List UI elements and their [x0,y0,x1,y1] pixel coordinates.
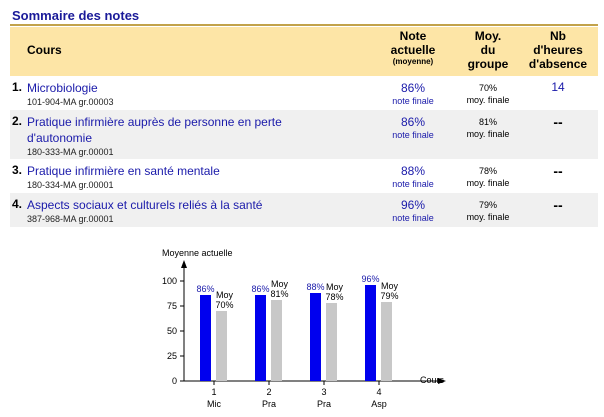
x-tick-label: 1 [211,387,217,397]
note-cell [380,163,446,190]
absence-cell [518,163,598,179]
bar-group-label: 81% [270,289,289,299]
header-note [380,29,446,67]
bar-group-label: 78% [325,292,344,302]
x-axis-label: Cours [420,375,445,385]
header-moy-line1: Moy. [474,29,502,43]
header-note-line3: (moyenne) [392,57,434,66]
bar-student-label: 96% [361,274,380,284]
header-abs-line1: Nb [550,29,566,43]
group-average-value: 81% [478,117,497,127]
y-tick-label: 0 [171,376,177,386]
absence-cell [518,80,598,94]
y-tick-label: 50 [166,326,177,336]
bar-group-label: 70% [215,300,234,310]
note-final-label: note finale [392,213,434,223]
course-link[interactable]: Pratique infirmière auprès de personne en perte d'autonomie [27,115,282,145]
y-axis-label: Moyenne actuelle [162,248,233,258]
bar-group-caption: Moy [215,290,234,300]
course-cell [27,197,327,225]
header-note-line1: Note [399,29,427,43]
header-abs-line2: d'heures [533,43,583,57]
course-code: 180-334-MA gr.00001 [27,180,114,190]
course-link[interactable]: Microbiologie [27,81,98,95]
page-title: Sommaire des notes [12,8,140,23]
note-cell [380,80,446,107]
grades-chart [140,240,460,412]
bar-student [200,295,211,381]
group-average-cell [458,199,518,223]
x-tick-sublabel: Asp [371,399,387,409]
x-tick-sublabel: Pra [316,399,332,409]
table-header [10,27,598,76]
absence-value: -- [553,114,563,130]
bar-student [255,295,266,381]
grades-table [10,27,598,227]
bar-student-label: 86% [196,284,215,294]
table-row [10,76,598,110]
table-row [10,193,598,227]
note-value[interactable]: 86% [400,115,426,129]
note-cell [380,197,446,224]
x-tick-label: 4 [376,387,382,397]
course-cell [27,163,327,191]
note-final-label: note finale [392,130,434,140]
y-axis-arrow [181,260,187,268]
bar-group [381,302,392,381]
group-average-value: 79% [478,200,497,210]
header-moy-line2: du [480,43,496,57]
course-link[interactable]: Aspects sociaux et culturels reliés à la santé [27,198,263,212]
note-value[interactable]: 86% [400,81,426,95]
bar-group-label: 79% [380,291,399,301]
header-course: Cours [27,43,62,57]
group-average-cell [458,82,518,106]
note-value[interactable]: 96% [400,198,426,212]
group-average-label: moy. finale [466,129,510,139]
bar-student [310,293,321,381]
absence-value: -- [553,197,563,213]
x-tick-label: 2 [266,387,272,397]
row-number: 4. [12,197,23,211]
row-number: 1. [12,80,23,94]
row-number: 3. [12,163,23,177]
note-value[interactable]: 88% [400,164,426,178]
group-average-value: 70% [478,83,497,93]
group-average-value: 78% [478,166,497,176]
absence-cell [518,114,598,130]
title-divider [10,24,598,26]
course-code: 101-904-MA gr.00003 [27,97,114,107]
note-final-label: note finale [392,96,434,106]
group-average-label: moy. finale [466,95,510,105]
x-tick-sublabel: Mic [207,399,221,409]
bar-group-caption: Moy [380,281,399,291]
bar-student-label: 86% [251,284,270,294]
course-cell [27,80,327,108]
note-cell [380,114,446,141]
x-tick-sublabel: Pra [261,399,277,409]
table-row [10,159,598,193]
y-tick-label: 75 [166,301,177,311]
bar-student-label: 88% [306,282,325,292]
bar-group [216,311,227,381]
y-tick-label: 100 [161,276,177,286]
header-absence [518,29,598,71]
bar-group-caption: Moy [325,282,344,292]
header-group-average [458,29,518,71]
bar-group-caption: Moy [270,279,289,289]
absence-cell [518,197,598,213]
course-cell [27,114,327,158]
note-final-label: note finale [392,179,434,189]
course-code: 180-333-MA gr.00001 [27,147,114,157]
table-row [10,110,598,159]
group-average-cell [458,165,518,189]
absence-value[interactable]: 14 [551,80,565,94]
header-abs-line3: d'absence [528,57,588,71]
x-tick-label: 3 [321,387,327,397]
course-code: 387-968-MA gr.00001 [27,214,114,224]
absence-value: -- [553,163,563,179]
grades-chart-svg [140,240,460,412]
group-average-label: moy. finale [466,178,510,188]
y-tick-label: 25 [166,351,177,361]
group-average-cell [458,116,518,140]
group-average-label: moy. finale [466,212,510,222]
bar-group [326,303,337,381]
header-note-line2: actuelle [390,43,436,57]
bar-student [365,285,376,381]
row-number: 2. [12,114,23,128]
header-moy-line3: groupe [467,57,509,71]
course-link[interactable]: Pratique infirmière en santé mentale [27,164,220,178]
bar-group [271,300,282,381]
